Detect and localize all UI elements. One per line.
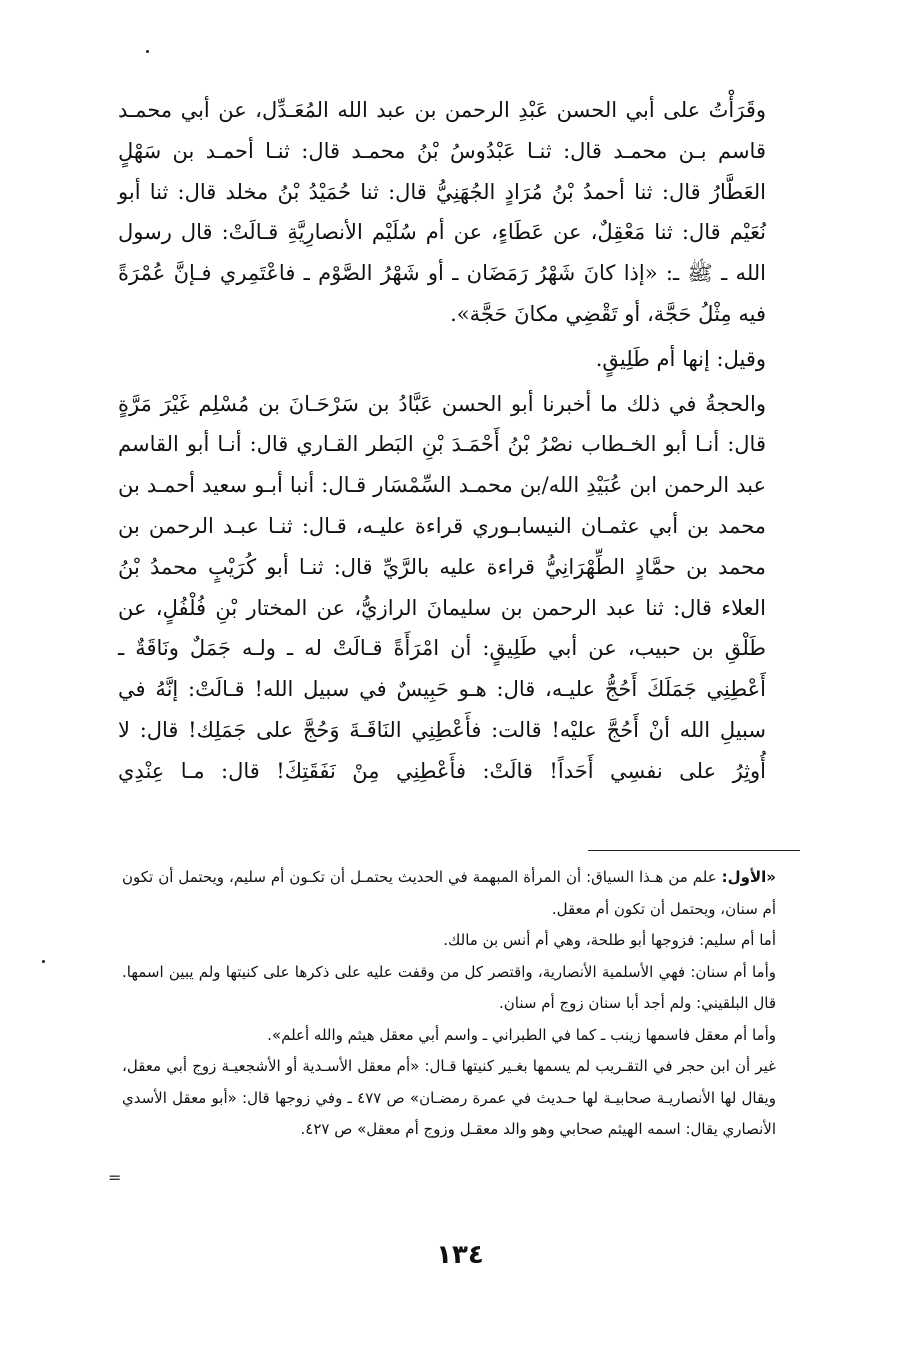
page-number: ١٣٤ xyxy=(436,1240,484,1270)
paragraph-hadith-umm-sulaym: وقَرَأْتُ على أبي الحسن عَبْدِ الرحمن بن عبد الله المُعَـدِّل، عن أبي محمـد قاسم بـن محمـد قال: ثنـا عَبْدُوسُ بْنُ محمـد قال: ثنـا أحمـد بن سَهْلٍ العَطَّارُ قال: ثنا أحمدُ بْنُ مُرَادٍ الجُهَنِيُّ قال: ثنا حُمَيْدُ بْنُ مخلد قال: ثنا أبو نُعَيْم قال: ثنا مَعْقِلٌ، عن عَطَاءٍ، عن أم سُلَيْم الأنصارِيَّةِ قـالَتْ: قال رسول الله ـ ﷺ ـ: «إذا كانَ شَهْرُ رَمَضَان ـ أو شَهْرُ الصَّوْم ـ فاعْتَمِري فـإنَّ عُمْرَةً فيه مِثْلُ حَجَّة، أو تَقْضِي مكانَ حَجَّة». xyxy=(118,98,766,326)
footnote-1-body: علم من هـذا السياق: أن المرأة المبهمة في الحديث يحتمـل أن تكـون أم سليم، ويحتمل أن تكون أم سنان، ويحتمل أن تكون أم معقل. xyxy=(122,868,776,918)
footnote-umm-maqil: وأما أم معقل فاسمها زينب ـ كما في الطبراني ـ واسم أبي معقل هيثم والله أعلم». xyxy=(267,1025,776,1044)
footnote-ibn-hajar: غير أن ابن حجر في التقـريب لم يسمها بغـير كنيتها قـال: «أم معقل الأسـدية أو الأشجعيـة زوج أبي معقل، ويقال لها الأنصاريـة صحابيـة لها حـديث في عمرة رمضـان» ص ٤٧٧ ـ وفي زوجها قال: «أبو معقل الأسدي الأنصاري يقال: اسمه الهيثم صحابي وهو والد معقـل وزوج أم معقل» ص ٤٢٧. xyxy=(122,1057,776,1138)
footnotes xyxy=(122,862,800,1146)
main-text xyxy=(118,90,800,792)
margin-mark: = xyxy=(108,1168,122,1187)
footnote-umm-sulaym: أما أم سليم: فزوجها أبو طلحة، وهي أم أنس بن مالك. xyxy=(443,931,776,949)
speck-left xyxy=(42,960,45,963)
footnote-1 xyxy=(122,862,800,925)
speck-top xyxy=(146,50,149,53)
footnote-1-title: «الأول: xyxy=(721,868,776,886)
paragraph-evidence: والحجةُ في ذلك ما أخبرنا أبو الحسن عَبَّادُ بن سَرْحَـانَ بن مُسْلِم غَيْرَ مَرَّةٍ قال: أنـا أبو الخـطاب نصْرُ بْنُ أَحْمَـدَ بْنِ البَطر القـاري قال: أنـا أبو القاسم عبد الرحمن ابن عُبَيْدِ الله/بن محمـد السِّمْسَار قـال: أنبا أبـو سعيد أحمـد بن محمد بن أبي عثمـان النيسابـوري قراءة عليـه، قـال: ثنـا عبـد الرحمن بن محمد بن حمَّادٍ الطِّهْرَانِيُّ قراءة عليه بالرَّيِّ قال: ثنـا أبو كُرَيْبٍ محمدُ بْنُ العلاء قال: ثنا عبد الرحمن بن سليمانَ الرازيُّ، عن المختار بْنِ فُلْفُلٍ، عن طَلْقِ بن حبيب، عن أبي طَلِيقٍ: أن امْرَأَةً قـالَتْ له ـ ولـه جَمَلٌ ونَاقَةٌ ـ أَعْطِنِي جَمَلَكَ أَحُجُّ عليـه، قال: هـو حَبِيسٌ في سبيل الله! قـالَتْ: إنَّهُ في سبيلِ الله أنْ أَحُجَّ عليْه! قالت: فأَعْطِنِي النَاقَـةَ وَحُجَّ على جَمَلِك! قال: لا أُوثِرُ على نفسِي أَحَداً! قالَتْ: فأَعْطِنِي مِنْ نَفَقَتِكَ! قال: مـا عِنْدِي xyxy=(118,391,766,783)
footnote-divider xyxy=(588,850,800,851)
paragraph-umm-taliq: وقيل: إنها أم طَلِيقٍ. xyxy=(595,346,766,371)
footnote-umm-sinan: وأما أم سنان: فهي الأسلمية الأنصارية، واقتصر كل من وقفت عليه على ذكرها على كنيتها ولم يبين اسمها. قال البلقيني: ولم أجد أبا سنان زوج أم سنان. xyxy=(122,962,776,1012)
